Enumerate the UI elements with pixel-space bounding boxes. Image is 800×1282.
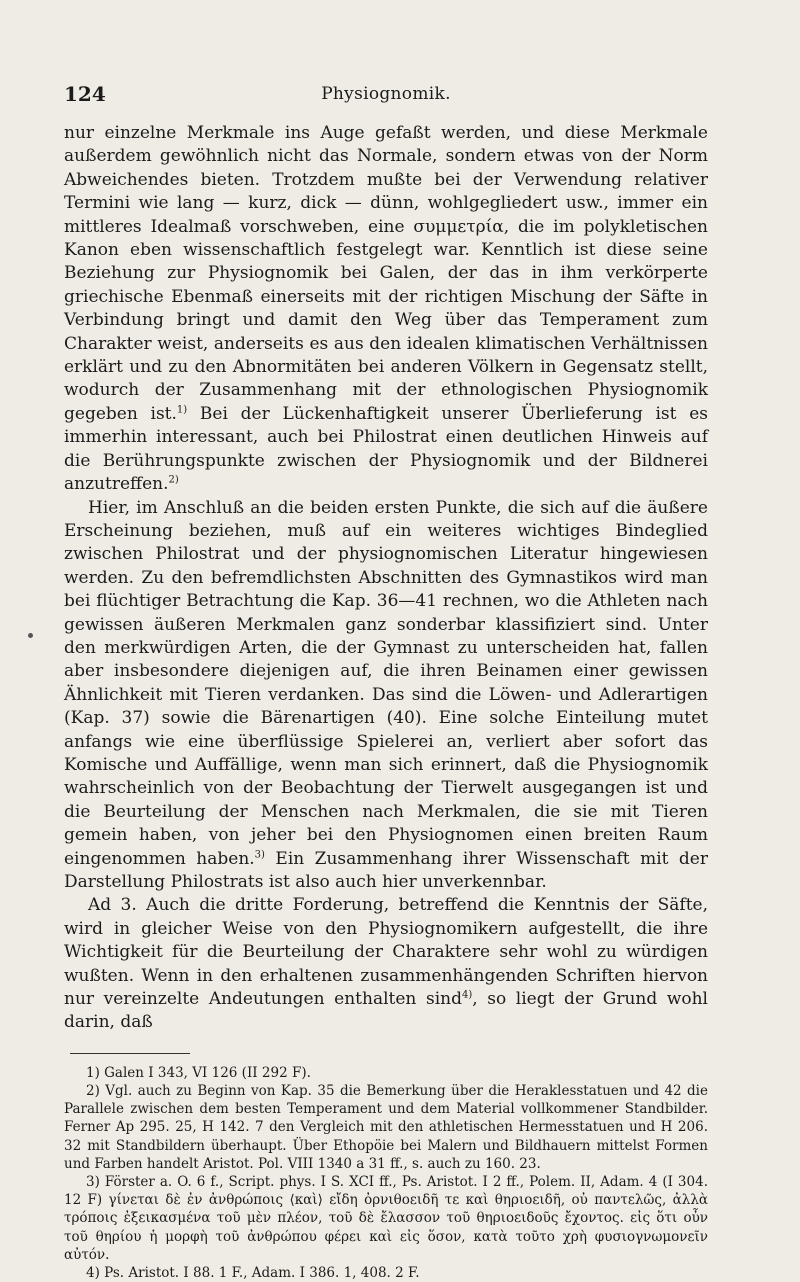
- footnote: 2) Vgl. auch zu Beginn von Kap. 35 die Bemerkung über die Heraklesstatuen und 42 die Parallele zwischen dem besten Temperament und dem Material vollkommener Standbilder. Ferner Ap 295. 25, H 142. 7 den Vergleich mit den athletischen Hermesstatuen und H 206. 32 mit Standbildern überhaupt. Über Ethopöie bei Malern und Bildhauern mittelst Formen und Farben handelt Aristot. Pol. VIII 1340 a 31 ff., s. auch zu 160. 23.: [64, 1083, 708, 1172]
- running-title: Physiognomik.: [321, 84, 451, 104]
- paragraph: [64, 497, 708, 895]
- footnote-marker: 4): [461, 989, 473, 1001]
- footnotes: [64, 1064, 708, 1282]
- footnote-marker: 2): [168, 474, 179, 486]
- footnote: 1) Galen I 343, VI 126 (II 292 F).: [86, 1064, 311, 1081]
- footnote-marker: 3): [254, 848, 265, 860]
- footnote: 3) Förster a. O. 6 f., Script. phys. I S. XCI ff., Ps. Aristot. I 2 ff., Polem. II, Adam. 4 (I 304. 12 F) γίνεται δὲ ἐν ἀνθρώποις ⟨καὶ⟩ εἴδη ὀρνιθοειδῆ τε καὶ θηριοειδῆ, οὐ παντελῶς, ἀλλὰ τρόποις ἐξεικασμένα τοῦ μὲν πλέον, τοῦ δὲ ἔλασσον τοῦ θηριοειδοῦς ἔχοντος. εἰς ὅτι οὖν τοῦ θηρίου ἡ μορφὴ τοῦ ἀνθρώπου φέρει καὶ εἰς ὅσον, κατὰ τοῦτο χρὴ φυσιογνωμονεῖν αὐτόν.: [64, 1174, 708, 1263]
- main-text: [64, 122, 708, 1035]
- text-run: nur einzelne Merkmale ins Auge gefaßt werden, und diese Merkmale außerdem gewöhnlich nicht das Normale, sondern etwas von der Norm Abweichendes bieten. Trotzdem mußte bei der Verwendung relativer Termini wie lang — kurz, dick — dünn, wohlgegliedert usw., immer ein mittleres Idealmaß vorschweben, eine συμμετρία, die im polykletischen Kanon eben wissenschaftlich festgelegt war. Kenntlich ist diese seine Beziehung zur Physiognomik bei Galen, der das in ihm verkörperte griechische Ebenmaß einerseits mit der richtigen Mischung der Säfte in Verbindung bringt und damit den Weg über das Temperament zum Charakter weist, anderseits es aus den idealen klimatischen Verhältnissen erklärt und zu den Abnormitäten bei anderen Völkern in Gegensatz stellt, wodurch der Zusammenhang mit der ethnologischen Physiognomik gegeben ist.: [64, 123, 708, 424]
- footnote-marker: 1): [176, 404, 188, 416]
- footnote: 4) Ps. Aristot. I 88. 1 F., Adam. I 386. 1, 408. 2 F.: [86, 1265, 420, 1282]
- margin-mark: [28, 633, 33, 638]
- page-header: [64, 82, 708, 114]
- text-run: Bei der Lückenhaftigkeit unserer Überlieferung ist es immerhin interessant, auch bei Philostrat einen deutlichen Hinweis auf die Berührungspunkte zwischen der Physiognomik und der Bildnerei anzutreffen.: [64, 403, 709, 495]
- page-number: 124: [64, 82, 106, 106]
- text-run: Ad 3. Auch die dritte Forderung, betreffend die Kenntnis der Säfte, wird in gleicher Weise von den Physiognomikern aufgestellt, die ihre Wichtigkeit für die Beurteilung der Charaktere sehr wohl zu würdigen wußten. Wenn in den erhaltenen zusammenhängenden Schriften hiervon nur vereinzelte Andeutungen enthalten sind: [64, 895, 708, 1010]
- paragraph: [64, 894, 708, 1034]
- book-page: [64, 82, 708, 1282]
- text-run: Ein Zusammenhang ihrer Wissenschaft mit der Darstellung Philostrats ist also auch hier unverkennbar.: [64, 848, 708, 892]
- paragraph: [64, 122, 708, 497]
- text-run: Hier, im Anschluß an die beiden ersten Punkte, die sich auf die äußere Erscheinung beziehen, muß auf ein weiteres wichtiges Bindeglied zwischen Philostrat und der physiognomischen Literatur hingewiesen werden. Zu den befremdlichsten Abschnitten des Gymnastikos wird man bei flüchtiger Betrachtung die Kap. 36—41 rechnen, wo die Athleten nach gewissen äußeren Merkmalen ganz sonderbar klassifiziert sind. Unter den merkwürdigen Arten, die der Gymnast zu unterscheiden hat, fallen aber insbesondere diejenigen auf, die ihren Beinamen einer gewissen Ähnlichkeit mit Tieren verdanken. Das sind die Löwen- und Adlerartigen (Kap. 37) sowie die Bärenartigen (40). Eine solche Einteilung mutet anfangs wie eine überflüssige Spielerei an, verliert aber sofort das Komische und Auffällige, wenn man sich erinnert, daß die Physiognomik wahrscheinlich von der Beobachtung der Tierwelt ausgegangen ist und die Beurteilung der Menschen nach Merkmalen, die sie mit Tieren gemein haben, von jeher bei den Physiognomen einen breiten Raum eingenommen haben.: [64, 497, 708, 869]
- text-run: , so liegt der Grund wohl darin, daß: [64, 989, 708, 1033]
- footnote-separator: [70, 1053, 190, 1054]
